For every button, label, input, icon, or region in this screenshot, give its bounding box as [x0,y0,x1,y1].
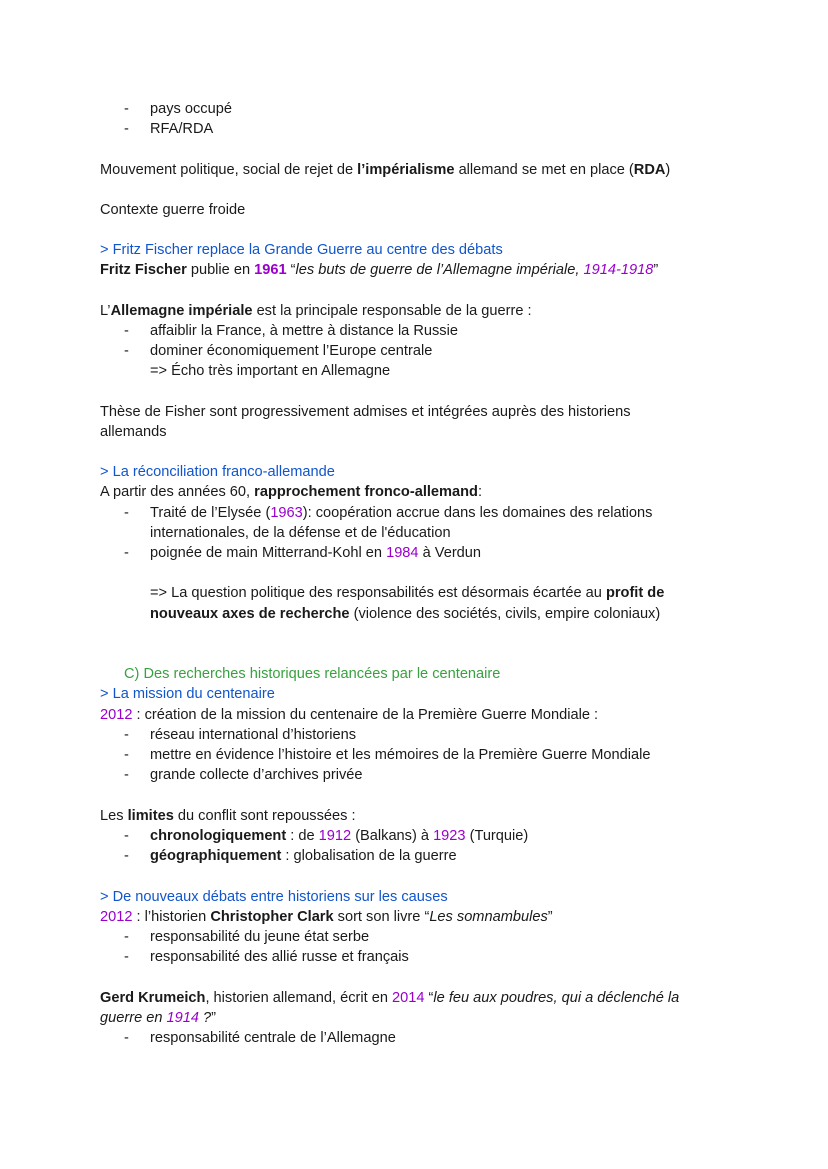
bullet-dash: - [124,727,129,743]
list-item: RFA/RDA [150,121,214,137]
paragraph-mouvement: Mouvement politique, social de rejet de l’impérialisme allemand se met en place (RDA) [100,162,671,178]
list-item: responsabilité des allié russe et français [150,949,409,965]
section-heading-fischer: > Fritz Fischer replace la Grande Guerre au centre des débats [100,242,503,258]
list-item-poignee: poignée de main Mitterrand-Kohl en 1984 à Verdun [150,545,482,561]
bullet-dash: - [124,121,129,137]
question-note-1: => La question politique des responsabilités est désormais écartée au profit de [150,585,665,601]
list-item-traite: Traité de l’Elysée (1963): coopération accrue dans les domaines des relations [150,505,653,521]
bullet-dash: - [124,323,129,339]
paragraph-limites: Les limites du conflit sont repoussées : [100,808,356,824]
paragraph-allemagne: L’Allemagne impériale est la principale responsable de la guerre : [100,303,532,319]
list-item: réseau international d’historiens [150,727,357,743]
list-item: responsabilité du jeune état serbe [150,929,370,945]
bullet-dash: - [124,545,129,561]
bullet-dash: - [124,505,129,521]
bullet-dash: - [124,767,129,783]
bullet-dash: - [124,848,129,864]
paragraph-2012-mission: 2012 : création de la mission du centenaire de la Première Guerre Mondiale : [100,707,599,723]
list-item: responsabilité centrale de l’Allemagne [150,1030,396,1046]
question-note-2: nouveaux axes de recherche (violence des sociétés, civils, empire coloniaux) [150,606,661,622]
bullet-dash: - [124,929,129,945]
paragraph-contexte: Contexte guerre froide [100,202,246,218]
bullet-dash: - [124,828,129,844]
section-heading-mission: > La mission du centenaire [100,686,275,702]
list-item-chrono: chronologiquement : de 1912 (Balkans) à 1923 (Turquie) [150,828,529,844]
paragraph-fischer: Fritz Fischer publie en 1961 “les buts de guerre de l’Allemagne impériale, 1914-1918” [100,262,659,278]
list-item: pays occupé [150,101,232,117]
list-item-traite-cont: internationales, de la défense et de l'éducation [150,525,451,541]
list-item: dominer économiquement l’Europe centrale [150,343,433,359]
list-item: mettre en évidence l’histoire et les mémoires de la Première Guerre Mondiale [150,747,651,763]
paragraph-krumeich-2: guerre en 1914 ?” [100,1010,217,1026]
list-item: grande collecte d’archives privée [150,767,363,783]
section-heading-reconciliation: > La réconciliation franco-allemande [100,464,335,480]
bullet-dash: - [124,1030,129,1046]
paragraph-rapprochement: A partir des années 60, rapprochement fronco-allemand: [100,484,483,500]
paragraph-2012-clark: 2012 : l’historien Christopher Clark sort son livre “Les somnambules” [100,909,553,925]
list-item-geo: géographiquement : globalisation de la guerre [150,848,457,864]
paragraph-these-1: Thèse de Fisher sont progressivement admises et intégrées auprès des historiens [100,404,631,420]
bullet-dash: - [124,747,129,763]
list-item: affaiblir la France, à mettre à distance la Russie [150,323,458,339]
bullet-dash: - [124,343,129,359]
echo-note: => Écho très important en Allemagne [150,363,391,379]
paragraph-these-2: allemands [100,424,167,440]
paragraph-krumeich-1: Gerd Krumeich, historien allemand, écrit en 2014 “le feu aux poudres, qui a déclenché la [100,990,680,1006]
bullet-dash: - [124,101,129,117]
section-heading-debats: > De nouveaux débats entre historiens sur les causes [100,889,448,905]
section-heading-c: C) Des recherches historiques relancées par le centenaire [124,666,501,682]
bullet-dash: - [124,949,129,965]
